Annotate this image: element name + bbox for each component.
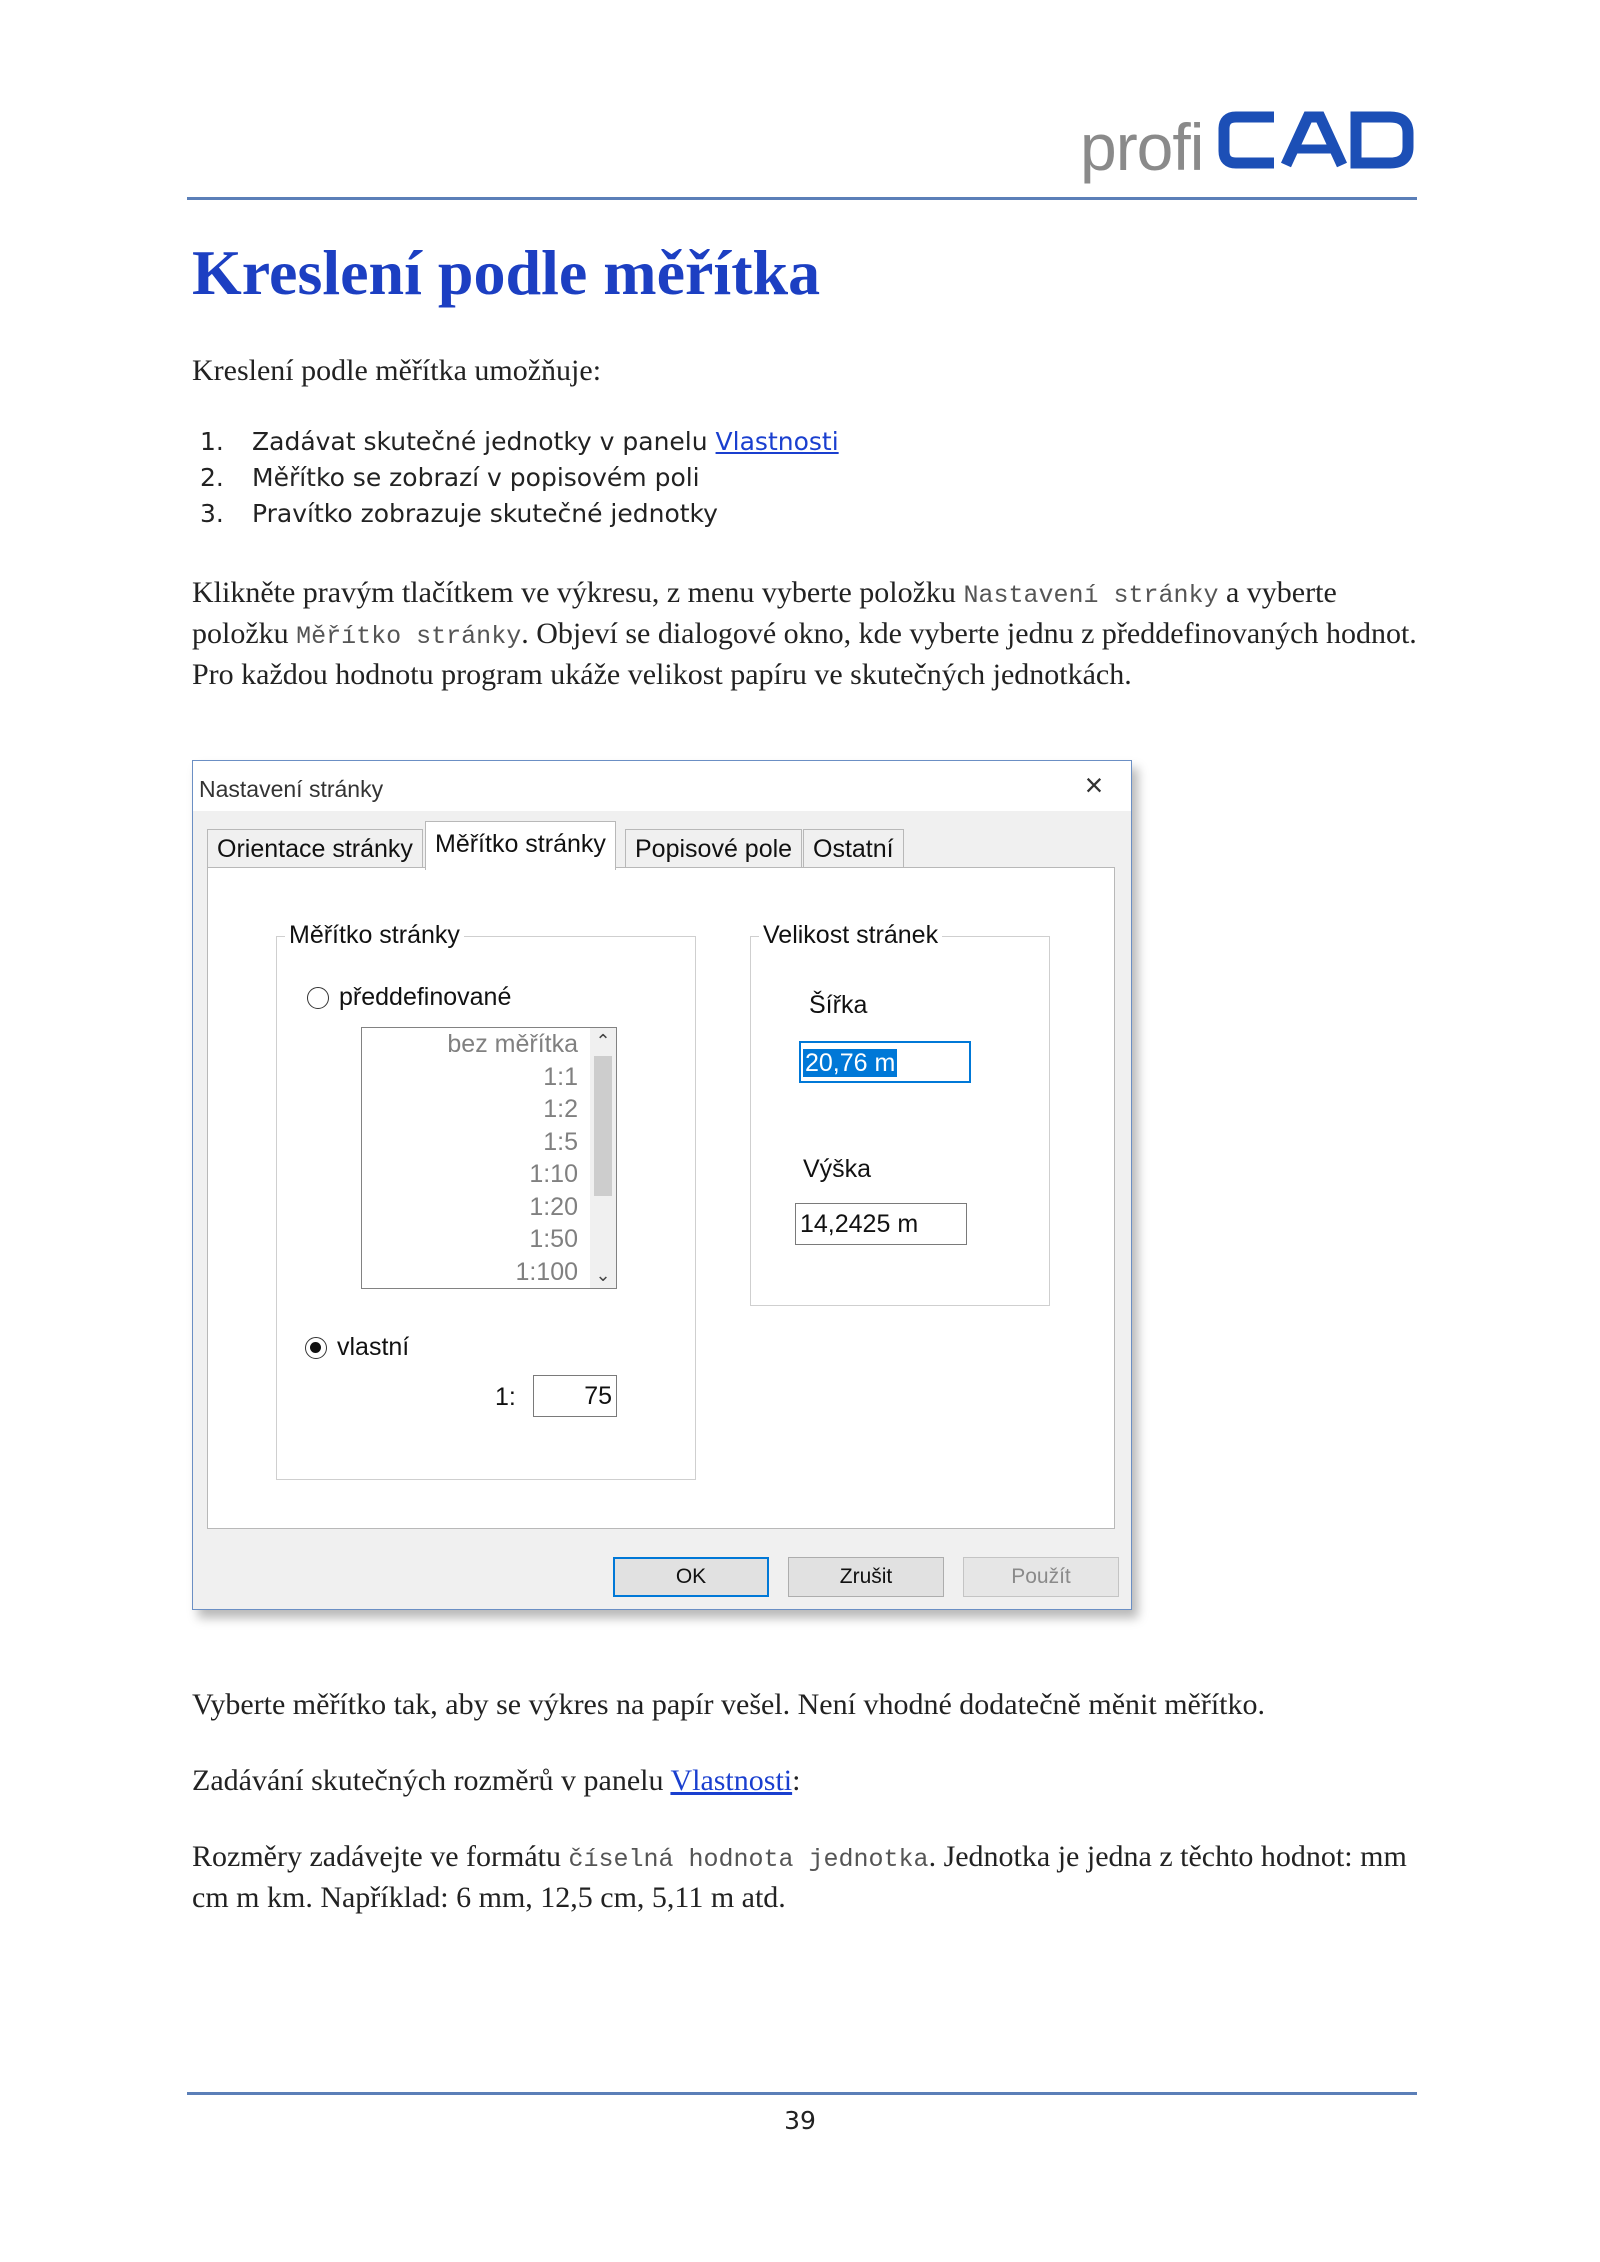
para-text: a vyberte položku — [192, 576, 1337, 650]
list-item[interactable]: bez měřítka — [447, 1030, 578, 1058]
list-text: Měřítko se zobrazí v popisovém poli — [252, 463, 700, 492]
logo-text-profi: profi — [1080, 110, 1204, 184]
width-value: 20,76 m — [805, 1049, 896, 1077]
ok-button[interactable]: OK — [613, 1557, 769, 1597]
footer-rule — [187, 2092, 1417, 2095]
scale-listbox[interactable] — [361, 1027, 617, 1289]
dialog-title: Nastavení stránky — [199, 776, 384, 802]
tab-panel — [207, 867, 1115, 1529]
width-field[interactable] — [799, 1041, 971, 1083]
dialog-titlebar — [193, 761, 1131, 811]
page-number: 39 — [784, 2106, 816, 2135]
size-groupbox — [750, 921, 1050, 1306]
para-text: . Jednotka je jedna z těchto hodnot: mm cm m km. Například: 6 mm, 12,5 cm, 5,11 m atd. — [192, 1840, 1407, 1914]
predefined-radio[interactable] — [307, 987, 329, 1009]
format-code: číselná hodnota jednotka — [568, 1845, 929, 1874]
custom-radio[interactable] — [305, 1337, 327, 1359]
header-rule — [187, 197, 1417, 200]
intro-text: Kreslení podle měřítka umožňuje: — [192, 354, 602, 387]
list-item[interactable]: 1:2 — [543, 1095, 578, 1123]
chevron-down-icon[interactable]: ⌄ — [595, 1265, 611, 1285]
tab-orientace[interactable]: Orientace stránky — [207, 829, 423, 868]
height-field[interactable]: 14,2425 m — [795, 1203, 967, 1245]
vlastnosti-link[interactable]: Vlastnosti — [715, 427, 839, 456]
vlastnosti-link[interactable]: Vlastnosti — [670, 1764, 793, 1797]
format-paragraph — [192, 1838, 1422, 1917]
list-number: 1. — [200, 427, 224, 456]
width-label: Šířka — [809, 991, 868, 1019]
tab-meritko[interactable]: Měřítko stránky — [425, 821, 616, 870]
para-text: Klikněte pravým tlačítkem ve výkresu, z menu vyberte položku — [192, 576, 964, 609]
page-setup-dialog — [192, 760, 1132, 1610]
properties-paragraph — [192, 1762, 1422, 1800]
instructions-paragraph — [192, 574, 1422, 694]
proficad-logo — [1080, 105, 1410, 185]
logo-text-cad — [1218, 111, 1414, 169]
height-label: Výška — [803, 1155, 872, 1183]
para-text: . Objeví se dialogové okno, kde vyberte jednu z předdefinovaných hodnot. Pro každou hodnotu program ukáže velikost papíru ve skutečných jednotkách. — [192, 617, 1417, 691]
close-icon[interactable]: × — [1084, 767, 1104, 803]
ratio-input[interactable]: 75 — [533, 1375, 617, 1417]
list-item[interactable]: 1:100 — [515, 1257, 578, 1286]
apply-button[interactable]: Použít — [963, 1557, 1119, 1597]
menu-item-code: Nastavení stránky — [963, 581, 1219, 610]
list-item[interactable]: 1:1 — [543, 1062, 578, 1091]
para-text: : — [792, 1764, 801, 1797]
list-item[interactable]: 1:20 — [529, 1192, 578, 1221]
chevron-up-icon[interactable]: ⌃ — [595, 1031, 611, 1051]
list-text: Zadávat skutečné jednotky v panelu — [252, 427, 716, 456]
scrollbar-thumb[interactable] — [594, 1056, 612, 1196]
list-item[interactable]: 1:10 — [529, 1160, 578, 1188]
list-item — [200, 496, 839, 532]
list-item — [200, 424, 839, 460]
feature-list — [200, 424, 839, 532]
custom-label: vlastní — [337, 1333, 410, 1361]
tab-popisove-pole[interactable]: Popisové pole — [625, 829, 802, 868]
size-group-label: Velikost stránek — [759, 921, 942, 950]
scale-group-label: Měřítko stránky — [285, 921, 464, 950]
list-item[interactable]: 1:5 — [543, 1127, 578, 1156]
ratio-prefix: 1: — [495, 1383, 516, 1411]
list-number: 3. — [200, 499, 224, 528]
list-item[interactable]: 1:50 — [529, 1225, 578, 1253]
predefined-label: předdefinované — [339, 983, 512, 1011]
tab-ostatni[interactable]: Ostatní — [803, 829, 904, 868]
para-text: Rozměry zadávejte ve formátu — [192, 1840, 569, 1873]
menu-item-code: Měřítko stránky — [296, 622, 522, 651]
list-number: 2. — [200, 463, 224, 492]
list-text: Pravítko zobrazuje skutečné jednotky — [252, 499, 718, 528]
list-item — [200, 460, 839, 496]
scale-groupbox — [276, 921, 696, 1480]
listbox-scrollbar[interactable] — [590, 1028, 616, 1288]
cancel-button[interactable]: Zrušit — [788, 1557, 944, 1597]
page-title: Kreslení podle měřítka — [192, 237, 821, 308]
para-text: Zadávání skutečných rozměrů v panelu — [192, 1764, 671, 1797]
scale-advice-paragraph: Vyberte měřítko tak, aby se výkres na papír vešel. Není vhodné dodatečně měnit měřítko. — [192, 1688, 1265, 1721]
